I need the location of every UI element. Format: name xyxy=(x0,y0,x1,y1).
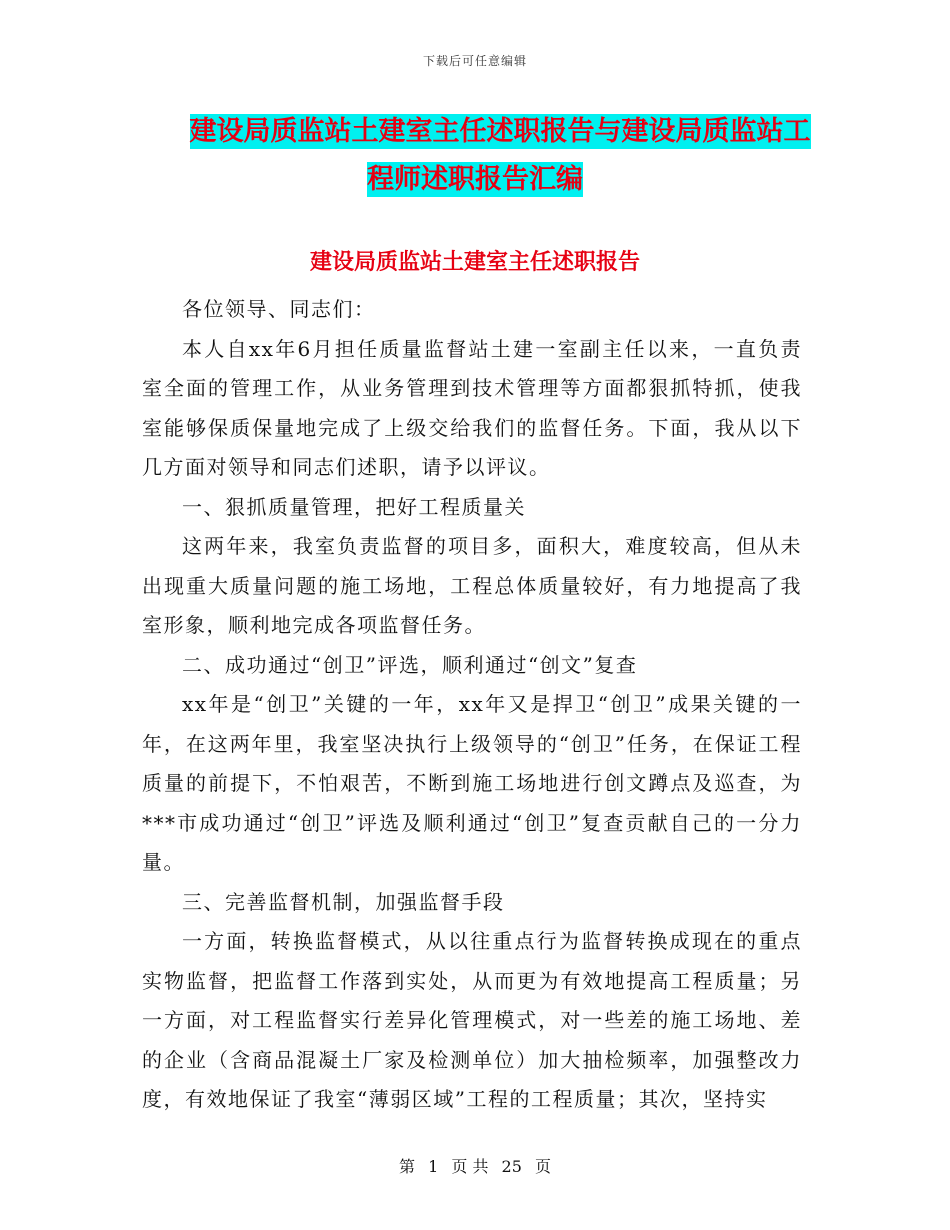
footer-suffix: 页 xyxy=(535,1157,552,1176)
page-number: 1 xyxy=(428,1157,439,1176)
page-footer xyxy=(0,1154,950,1177)
document-title-line-1: 建设局质监站土建室主任述职报告与建设局质监站工 xyxy=(189,116,811,147)
intro-paragraph: 本人自xx年6月担任质量监督站土建一室副主任以来，一直负责室全面的管理工作，从业务管理到技术管理等方面都狠抓特抓，使我室能够保质保量地完成了上级交给我们的监督任务。下面，我从以下几方面对领导和同志们述职，请予以评议。 xyxy=(142,336,802,479)
document-title xyxy=(0,108,950,204)
document-title-line-2: 程师述职报告汇编 xyxy=(367,164,583,195)
section-heading-3: 三、完善监督机制，加强监督手段 xyxy=(182,889,505,914)
header-note: 下载后可任意编辑 xyxy=(422,54,527,68)
section-title: 建设局质监站土建室主任述职报告 xyxy=(309,250,640,275)
section-heading-2: 二、成功通过“创卫”评选，顺利通过“创文”复查 xyxy=(182,652,638,677)
section-heading-1: 一、狠抓质量管理，把好工程质量关 xyxy=(182,494,526,519)
body-paragraph: 一方面，转换监督模式，从以往重点行为监督转换成现在的重点实物监督，把监督工作落到实处，从而更为有效地提高工程质量；另一方面，对工程监督实行差异化管理模式，对一些差的施工场地、差的企业（含商品混凝土厂家及检测单位）加大抽检频率，加强整改力度，有效地保证了我室“薄弱区域”工程的工程质量；其次，坚持实 xyxy=(142,929,802,1111)
greeting-paragraph: 各位领导、同志们： xyxy=(182,297,376,321)
body-paragraph: 这两年来，我室负责监督的项目多，面积大，难度较高，但从未出现重大质量问题的施工场地，工程总体质量较好，有力地提高了我室形象，顺利地完成各项监督任务。 xyxy=(142,534,802,637)
body-paragraph: xx年是“创卫”关键的一年，xx年又是捍卫“创卫”成果关键的一年，在这两年里，我室坚决执行上级领导的“创卫”任务，在保证工程质量的前提下，不怕艰苦，不断到施工场地进行创文蹲点及巡查，为***市成功通过“创卫”评选及顺利通过“创卫”复查贡献自己的一分力量。 xyxy=(142,692,802,874)
footer-prefix: 第 xyxy=(398,1157,415,1176)
footer-middle: 页 共 xyxy=(451,1157,489,1176)
page-total: 25 xyxy=(501,1157,522,1176)
document-body xyxy=(142,290,802,1120)
